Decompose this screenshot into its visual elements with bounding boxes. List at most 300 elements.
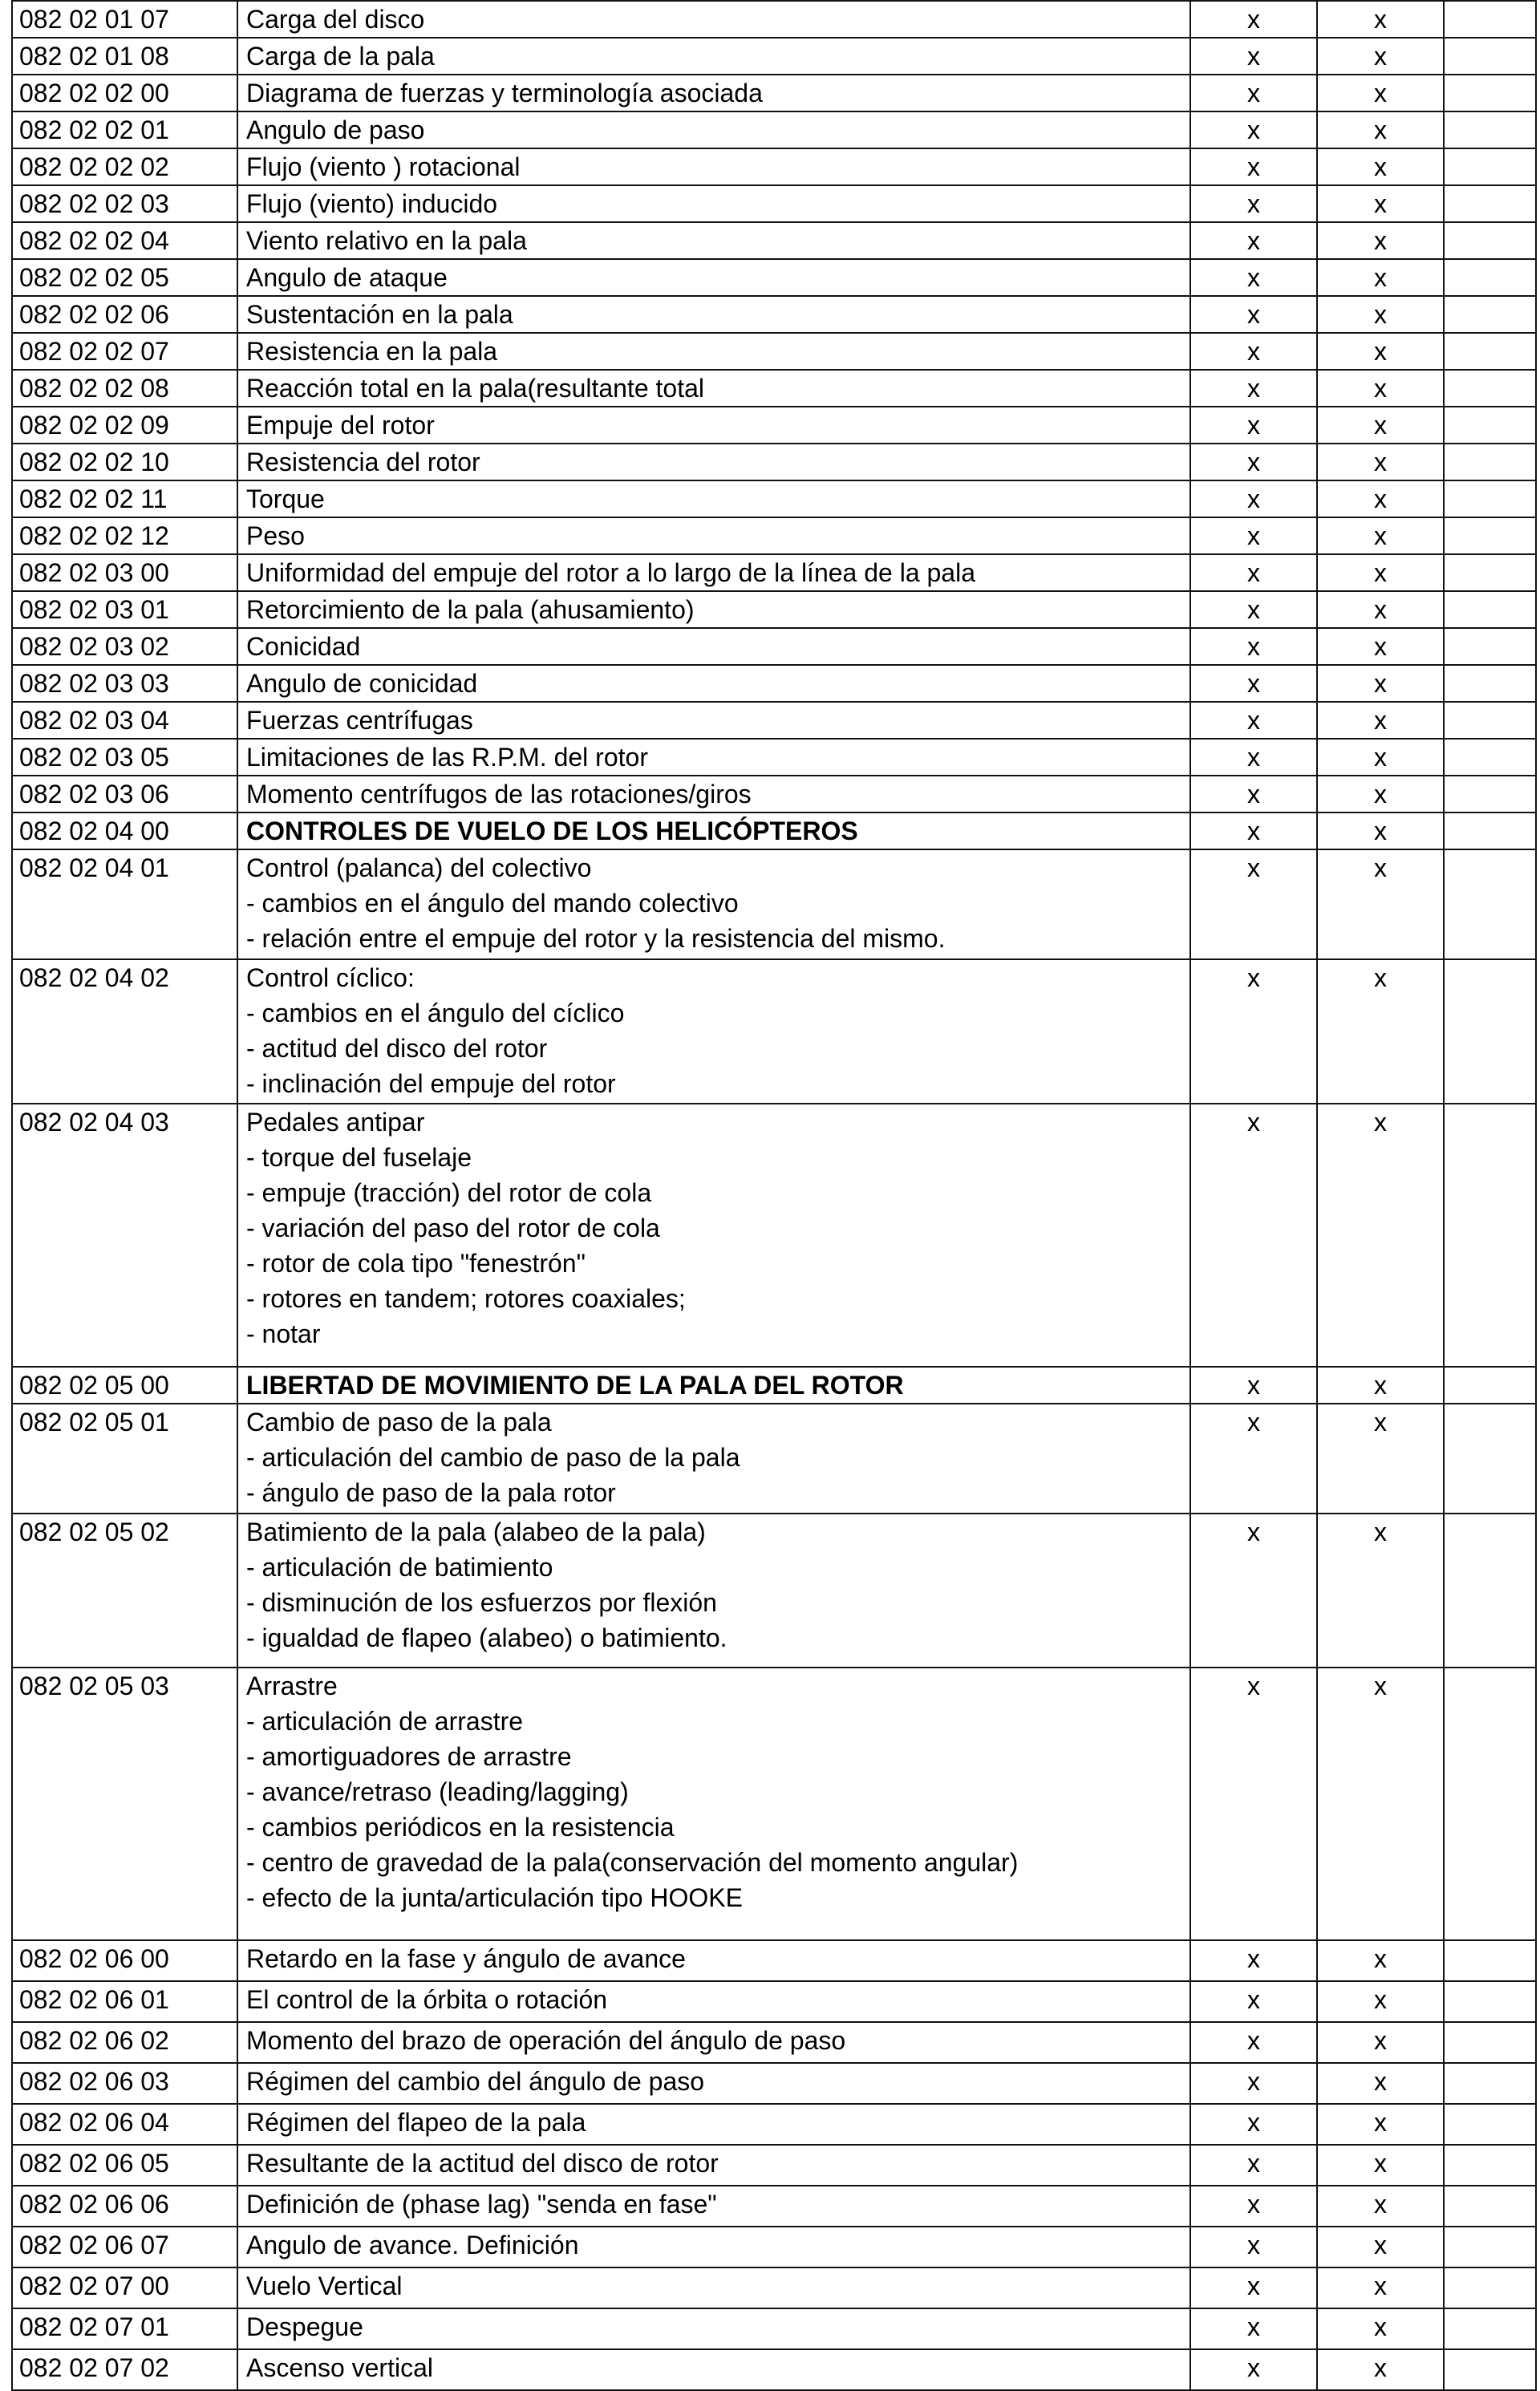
item-description [237, 1404, 1190, 1514]
table-row [12, 554, 1536, 591]
mark-cell-c [1444, 2308, 1536, 2349]
table-row [12, 2022, 1536, 2063]
mark-cell-c [1444, 1981, 1536, 2022]
item-description [237, 148, 1190, 185]
mark-cell-a: x [1190, 407, 1317, 444]
mark-cell-c [1444, 739, 1536, 776]
item-code: 082 02 02 09 [12, 407, 237, 444]
item-title: Momento del brazo de operación del ángulo de paso [246, 2026, 846, 2055]
table-row [12, 1104, 1536, 1367]
table-row [12, 665, 1536, 702]
item-code: 082 02 06 02 [12, 2022, 237, 2063]
mark-cell-b: x [1317, 665, 1444, 702]
mark-cell-b: x [1317, 259, 1444, 296]
mark-cell-c [1444, 75, 1536, 111]
item-description [237, 1367, 1190, 1404]
mark-cell-c [1444, 1104, 1536, 1367]
mark-cell-a: x [1190, 959, 1317, 1104]
mark-cell-a: x [1190, 1981, 1317, 2022]
mark-cell-c [1444, 849, 1536, 959]
sub-item: - cambios en el ángulo del cíclico [246, 999, 625, 1027]
mark-cell-a: x [1190, 2104, 1317, 2145]
mark-cell-c [1444, 1940, 1536, 1981]
item-title: Uniformidad del empuje del rotor a lo largo de la línea de la pala [246, 558, 975, 587]
item-title: Limitaciones de las R.P.M. del rotor [246, 743, 648, 772]
mark-cell-c [1444, 2186, 1536, 2227]
table-row [12, 2349, 1536, 2390]
mark-cell-b: x [1317, 813, 1444, 849]
item-title: Carga del disco [246, 5, 425, 34]
item-code: 082 02 06 05 [12, 2145, 237, 2186]
mark-cell-c [1444, 296, 1536, 333]
mark-cell-a: x [1190, 739, 1317, 776]
item-code: 082 02 05 00 [12, 1367, 237, 1404]
mark-cell-b: x [1317, 2308, 1444, 2349]
mark-cell-a: x [1190, 1367, 1317, 1404]
item-title: Carga de la pala [246, 42, 435, 71]
mark-cell-c [1444, 444, 1536, 480]
mark-cell-c [1444, 665, 1536, 702]
mark-cell-b: x [1317, 2227, 1444, 2267]
item-code: 082 02 02 07 [12, 333, 237, 370]
item-description [237, 2022, 1190, 2063]
table-row [12, 591, 1536, 628]
mark-cell-a: x [1190, 148, 1317, 185]
mark-cell-c [1444, 2267, 1536, 2308]
item-title: Retorcimiento de la pala (ahusamiento) [246, 595, 695, 624]
item-description [237, 444, 1190, 480]
mark-cell-b: x [1317, 1404, 1444, 1514]
mark-cell-b: x [1317, 739, 1444, 776]
mark-cell-c [1444, 1514, 1536, 1668]
mark-cell-c [1444, 776, 1536, 813]
item-description [237, 702, 1190, 739]
item-code: 082 02 02 06 [12, 296, 237, 333]
item-title: Cambio de paso de la pala [246, 1408, 552, 1437]
table-row [12, 2145, 1536, 2186]
item-code: 082 02 03 00 [12, 554, 237, 591]
mark-cell-b: x [1317, 2186, 1444, 2227]
item-code: 082 02 02 11 [12, 480, 237, 517]
mark-cell-b: x [1317, 959, 1444, 1104]
mark-cell-b: x [1317, 222, 1444, 259]
item-description [237, 296, 1190, 333]
item-title: Régimen del cambio del ángulo de paso [246, 2067, 705, 2096]
mark-cell-b: x [1317, 2349, 1444, 2390]
item-code: 082 02 05 02 [12, 1514, 237, 1668]
mark-cell-a: x [1190, 1, 1317, 38]
mark-cell-a: x [1190, 38, 1317, 75]
sub-item: - rotor de cola tipo "fenestrón" [246, 1249, 586, 1278]
mark-cell-c [1444, 2063, 1536, 2104]
item-code: 082 02 01 07 [12, 1, 237, 38]
mark-cell-a: x [1190, 480, 1317, 517]
mark-cell-c [1444, 2104, 1536, 2145]
item-description [237, 407, 1190, 444]
table-row [12, 1, 1536, 38]
table-row [12, 38, 1536, 75]
item-title: Diagrama de fuerzas y terminología asociada [246, 79, 763, 107]
sub-item: - notar [246, 1319, 321, 1348]
mark-cell-c [1444, 1668, 1536, 1940]
table-row [12, 1940, 1536, 1981]
item-description [237, 2227, 1190, 2267]
item-code: 082 02 02 03 [12, 185, 237, 222]
table-row [12, 1404, 1536, 1514]
item-code: 082 02 04 01 [12, 849, 237, 959]
item-code: 082 02 07 01 [12, 2308, 237, 2349]
mark-cell-a: x [1190, 554, 1317, 591]
item-title: Arrastre [246, 1672, 338, 1700]
mark-cell-a: x [1190, 1668, 1317, 1940]
mark-cell-b: x [1317, 2145, 1444, 2186]
mark-cell-b: x [1317, 702, 1444, 739]
mark-cell-b: x [1317, 2022, 1444, 2063]
mark-cell-a: x [1190, 1404, 1317, 1514]
table-row [12, 333, 1536, 370]
syllabus-table-body [12, 1, 1536, 2390]
mark-cell-b: x [1317, 776, 1444, 813]
item-description [237, 1981, 1190, 2022]
mark-cell-b: x [1317, 1514, 1444, 1668]
sub-item: - empuje (tracción) del rotor de cola [246, 1178, 652, 1207]
item-title: Momento centrífugos de las rotaciones/giros [246, 780, 752, 808]
mark-cell-a: x [1190, 370, 1317, 407]
mark-cell-b: x [1317, 370, 1444, 407]
item-title: Despegue [246, 2312, 363, 2341]
mark-cell-a: x [1190, 776, 1317, 813]
mark-cell-c [1444, 2145, 1536, 2186]
item-title: Control (palanca) del colectivo [246, 853, 592, 882]
mark-cell-a: x [1190, 702, 1317, 739]
mark-cell-b: x [1317, 38, 1444, 75]
item-description [237, 591, 1190, 628]
mark-cell-b: x [1317, 480, 1444, 517]
sub-item: - efecto de la junta/articulación tipo HOOKE [246, 1883, 743, 1912]
mark-cell-a: x [1190, 2308, 1317, 2349]
mark-cell-c [1444, 148, 1536, 185]
syllabus-table [11, 0, 1537, 2391]
item-title: Ascenso vertical [246, 2353, 433, 2382]
item-title: Angulo de paso [246, 115, 425, 144]
item-code: 082 02 06 07 [12, 2227, 237, 2267]
mark-cell-c [1444, 38, 1536, 75]
item-description [237, 517, 1190, 554]
item-description [237, 333, 1190, 370]
item-description [237, 75, 1190, 111]
item-code: 082 02 05 03 [12, 1668, 237, 1940]
table-row [12, 185, 1536, 222]
item-title: Reacción total en la pala(resultante total [246, 374, 705, 403]
mark-cell-a: x [1190, 1514, 1317, 1668]
table-row [12, 480, 1536, 517]
item-code: 082 02 06 01 [12, 1981, 237, 2022]
mark-cell-b: x [1317, 296, 1444, 333]
sub-item: - variación del paso del rotor de cola [246, 1214, 660, 1242]
table-row [12, 407, 1536, 444]
item-description [237, 2308, 1190, 2349]
mark-cell-a: x [1190, 333, 1317, 370]
item-code: 082 02 06 04 [12, 2104, 237, 2145]
mark-cell-c [1444, 1404, 1536, 1514]
item-title: Resultante de la actitud del disco de rotor [246, 2149, 719, 2178]
mark-cell-b: x [1317, 111, 1444, 148]
mark-cell-b: x [1317, 407, 1444, 444]
table-row [12, 2063, 1536, 2104]
mark-cell-c [1444, 185, 1536, 222]
sub-item: - inclinación del empuje del rotor [246, 1069, 616, 1098]
item-description [237, 480, 1190, 517]
topic-heading: LIBERTAD DE MOVIMIENTO DE LA PALA DEL ROTOR [246, 1371, 904, 1400]
mark-cell-b: x [1317, 1668, 1444, 1940]
table-row [12, 296, 1536, 333]
sub-item: - articulación de arrastre [246, 1707, 524, 1736]
mark-cell-b: x [1317, 628, 1444, 665]
item-code: 082 02 03 02 [12, 628, 237, 665]
item-title: Régimen del flapeo de la pala [246, 2108, 586, 2137]
item-title: Resistencia del rotor [246, 448, 480, 476]
table-row [12, 776, 1536, 813]
table-row [12, 702, 1536, 739]
mark-cell-a: x [1190, 665, 1317, 702]
item-description [237, 38, 1190, 75]
mark-cell-c [1444, 259, 1536, 296]
mark-cell-c [1444, 333, 1536, 370]
mark-cell-a: x [1190, 2349, 1317, 2390]
table-row [12, 1367, 1536, 1404]
item-description [237, 2104, 1190, 2145]
sub-item: - disminución de los esfuerzos por flexión [246, 1588, 717, 1617]
item-code: 082 02 04 03 [12, 1104, 237, 1367]
item-title: Angulo de ataque [246, 263, 448, 292]
mark-cell-a: x [1190, 259, 1317, 296]
item-description [237, 813, 1190, 849]
item-description [237, 2186, 1190, 2227]
table-row [12, 2186, 1536, 2227]
item-title: Vuelo Vertical [246, 2271, 403, 2300]
sub-item: - articulación del cambio de paso de la pala [246, 1443, 740, 1472]
item-description [237, 2267, 1190, 2308]
mark-cell-c [1444, 1367, 1536, 1404]
mark-cell-a: x [1190, 517, 1317, 554]
table-row [12, 628, 1536, 665]
item-code: 082 02 02 02 [12, 148, 237, 185]
sub-item: - articulación de batimiento [246, 1553, 553, 1582]
mark-cell-a: x [1190, 185, 1317, 222]
item-code: 082 02 03 01 [12, 591, 237, 628]
mark-cell-b: x [1317, 1981, 1444, 2022]
mark-cell-c [1444, 554, 1536, 591]
item-description [237, 849, 1190, 959]
mark-cell-b: x [1317, 2063, 1444, 2104]
item-description [237, 554, 1190, 591]
mark-cell-a: x [1190, 296, 1317, 333]
item-title: Conicidad [246, 632, 361, 661]
item-code: 082 02 06 00 [12, 1940, 237, 1981]
item-code: 082 02 06 06 [12, 2186, 237, 2227]
table-row [12, 959, 1536, 1104]
mark-cell-b: x [1317, 2267, 1444, 2308]
mark-cell-c [1444, 2349, 1536, 2390]
table-row [12, 813, 1536, 849]
mark-cell-a: x [1190, 849, 1317, 959]
item-description [237, 1104, 1190, 1367]
sub-item: - rotores en tandem; rotores coaxiales; [246, 1284, 686, 1313]
mark-cell-b: x [1317, 517, 1444, 554]
mark-cell-a: x [1190, 444, 1317, 480]
table-row [12, 259, 1536, 296]
item-title: Torque [246, 484, 325, 513]
item-title: Control cíclico: [246, 963, 415, 992]
item-description [237, 628, 1190, 665]
item-title: El control de la órbita o rotación [246, 1985, 608, 2014]
mark-cell-a: x [1190, 591, 1317, 628]
item-code: 082 02 02 08 [12, 370, 237, 407]
sub-item: - actitud del disco del rotor [246, 1034, 548, 1063]
item-description [237, 665, 1190, 702]
item-code: 082 02 03 06 [12, 776, 237, 813]
item-title: Peso [246, 521, 305, 550]
item-code: 082 02 03 03 [12, 665, 237, 702]
table-row [12, 222, 1536, 259]
table-row [12, 517, 1536, 554]
syllabus-sheet [11, 0, 1535, 2391]
item-description [237, 776, 1190, 813]
table-row [12, 2227, 1536, 2267]
mark-cell-c [1444, 2022, 1536, 2063]
sub-item: - ángulo de paso de la pala rotor [246, 1478, 616, 1507]
table-row [12, 849, 1536, 959]
item-code: 082 02 02 01 [12, 111, 237, 148]
item-title: Retardo en la fase y ángulo de avance [246, 1944, 686, 1973]
item-title: Viento relativo en la pala [246, 226, 527, 255]
mark-cell-c [1444, 591, 1536, 628]
mark-cell-c [1444, 111, 1536, 148]
item-description [237, 185, 1190, 222]
item-description [237, 739, 1190, 776]
sub-item: - igualdad de flapeo (alabeo) o batimiento. [246, 1623, 727, 1652]
mark-cell-b: x [1317, 185, 1444, 222]
item-title: Angulo de conicidad [246, 669, 478, 698]
table-row [12, 739, 1536, 776]
table-row [12, 1514, 1536, 1668]
item-description [237, 1514, 1190, 1668]
mark-cell-c [1444, 222, 1536, 259]
table-row [12, 2308, 1536, 2349]
mark-cell-b: x [1317, 1104, 1444, 1367]
item-title: Pedales antipar [246, 1108, 425, 1137]
item-code: 082 02 02 05 [12, 259, 237, 296]
mark-cell-b: x [1317, 1367, 1444, 1404]
mark-cell-c [1444, 407, 1536, 444]
mark-cell-a: x [1190, 2186, 1317, 2227]
mark-cell-a: x [1190, 2063, 1317, 2104]
sub-item: - centro de gravedad de la pala(conservación del momento angular) [246, 1848, 1019, 1877]
mark-cell-b: x [1317, 554, 1444, 591]
item-code: 082 02 04 00 [12, 813, 237, 849]
mark-cell-b: x [1317, 849, 1444, 959]
mark-cell-a: x [1190, 2267, 1317, 2308]
item-description [237, 2145, 1190, 2186]
item-description [237, 2349, 1190, 2390]
item-description [237, 2063, 1190, 2104]
item-description [237, 370, 1190, 407]
sub-item: - torque del fuselaje [246, 1143, 472, 1172]
item-code: 082 02 06 03 [12, 2063, 237, 2104]
item-title: Fuerzas centrífugas [246, 706, 473, 735]
topic-heading: CONTROLES DE VUELO DE LOS HELICÓPTEROS [246, 817, 858, 845]
mark-cell-b: x [1317, 591, 1444, 628]
mark-cell-a: x [1190, 1940, 1317, 1981]
sub-item: - amortiguadores de arrastre [246, 1742, 572, 1771]
table-row [12, 111, 1536, 148]
mark-cell-b: x [1317, 75, 1444, 111]
mark-cell-c [1444, 517, 1536, 554]
item-description [237, 1668, 1190, 1940]
mark-cell-b: x [1317, 1, 1444, 38]
table-row [12, 2104, 1536, 2145]
mark-cell-a: x [1190, 75, 1317, 111]
mark-cell-b: x [1317, 1940, 1444, 1981]
item-title: Resistencia en la pala [246, 337, 498, 366]
item-description [237, 259, 1190, 296]
table-row [12, 444, 1536, 480]
item-code: 082 02 02 00 [12, 75, 237, 111]
item-title: Flujo (viento) inducido [246, 189, 498, 218]
item-title: Batimiento de la pala (alabeo de la pala) [246, 1518, 706, 1546]
mark-cell-c [1444, 628, 1536, 665]
mark-cell-c [1444, 813, 1536, 849]
sub-item: - avance/retraso (leading/lagging) [246, 1777, 629, 1806]
table-row [12, 148, 1536, 185]
mark-cell-a: x [1190, 1104, 1317, 1367]
item-title: Definición de (phase lag) "senda en fase" [246, 2190, 717, 2219]
mark-cell-b: x [1317, 148, 1444, 185]
mark-cell-a: x [1190, 813, 1317, 849]
item-code: 082 02 07 00 [12, 2267, 237, 2308]
mark-cell-b: x [1317, 333, 1444, 370]
mark-cell-c [1444, 1, 1536, 38]
mark-cell-c [1444, 959, 1536, 1104]
mark-cell-c [1444, 480, 1536, 517]
sub-item: - cambios periódicos en la resistencia [246, 1813, 675, 1842]
item-code: 082 02 03 05 [12, 739, 237, 776]
item-title: Empuje del rotor [246, 411, 435, 440]
table-row [12, 1981, 1536, 2022]
mark-cell-a: x [1190, 628, 1317, 665]
item-description [237, 1, 1190, 38]
mark-cell-c [1444, 702, 1536, 739]
mark-cell-a: x [1190, 2022, 1317, 2063]
mark-cell-a: x [1190, 2145, 1317, 2186]
mark-cell-c [1444, 370, 1536, 407]
table-row [12, 370, 1536, 407]
mark-cell-a: x [1190, 111, 1317, 148]
mark-cell-a: x [1190, 2227, 1317, 2267]
sub-item: - cambios en el ángulo del mando colectivo [246, 889, 739, 918]
table-row [12, 1668, 1536, 1940]
item-description [237, 222, 1190, 259]
item-title: Flujo (viento ) rotacional [246, 152, 521, 181]
mark-cell-b: x [1317, 444, 1444, 480]
item-code: 082 02 02 10 [12, 444, 237, 480]
mark-cell-c [1444, 2227, 1536, 2267]
item-description [237, 1940, 1190, 1981]
item-code: 082 02 04 02 [12, 959, 237, 1104]
item-title: Sustentación en la pala [246, 300, 513, 329]
table-row [12, 2267, 1536, 2308]
table-row [12, 75, 1536, 111]
